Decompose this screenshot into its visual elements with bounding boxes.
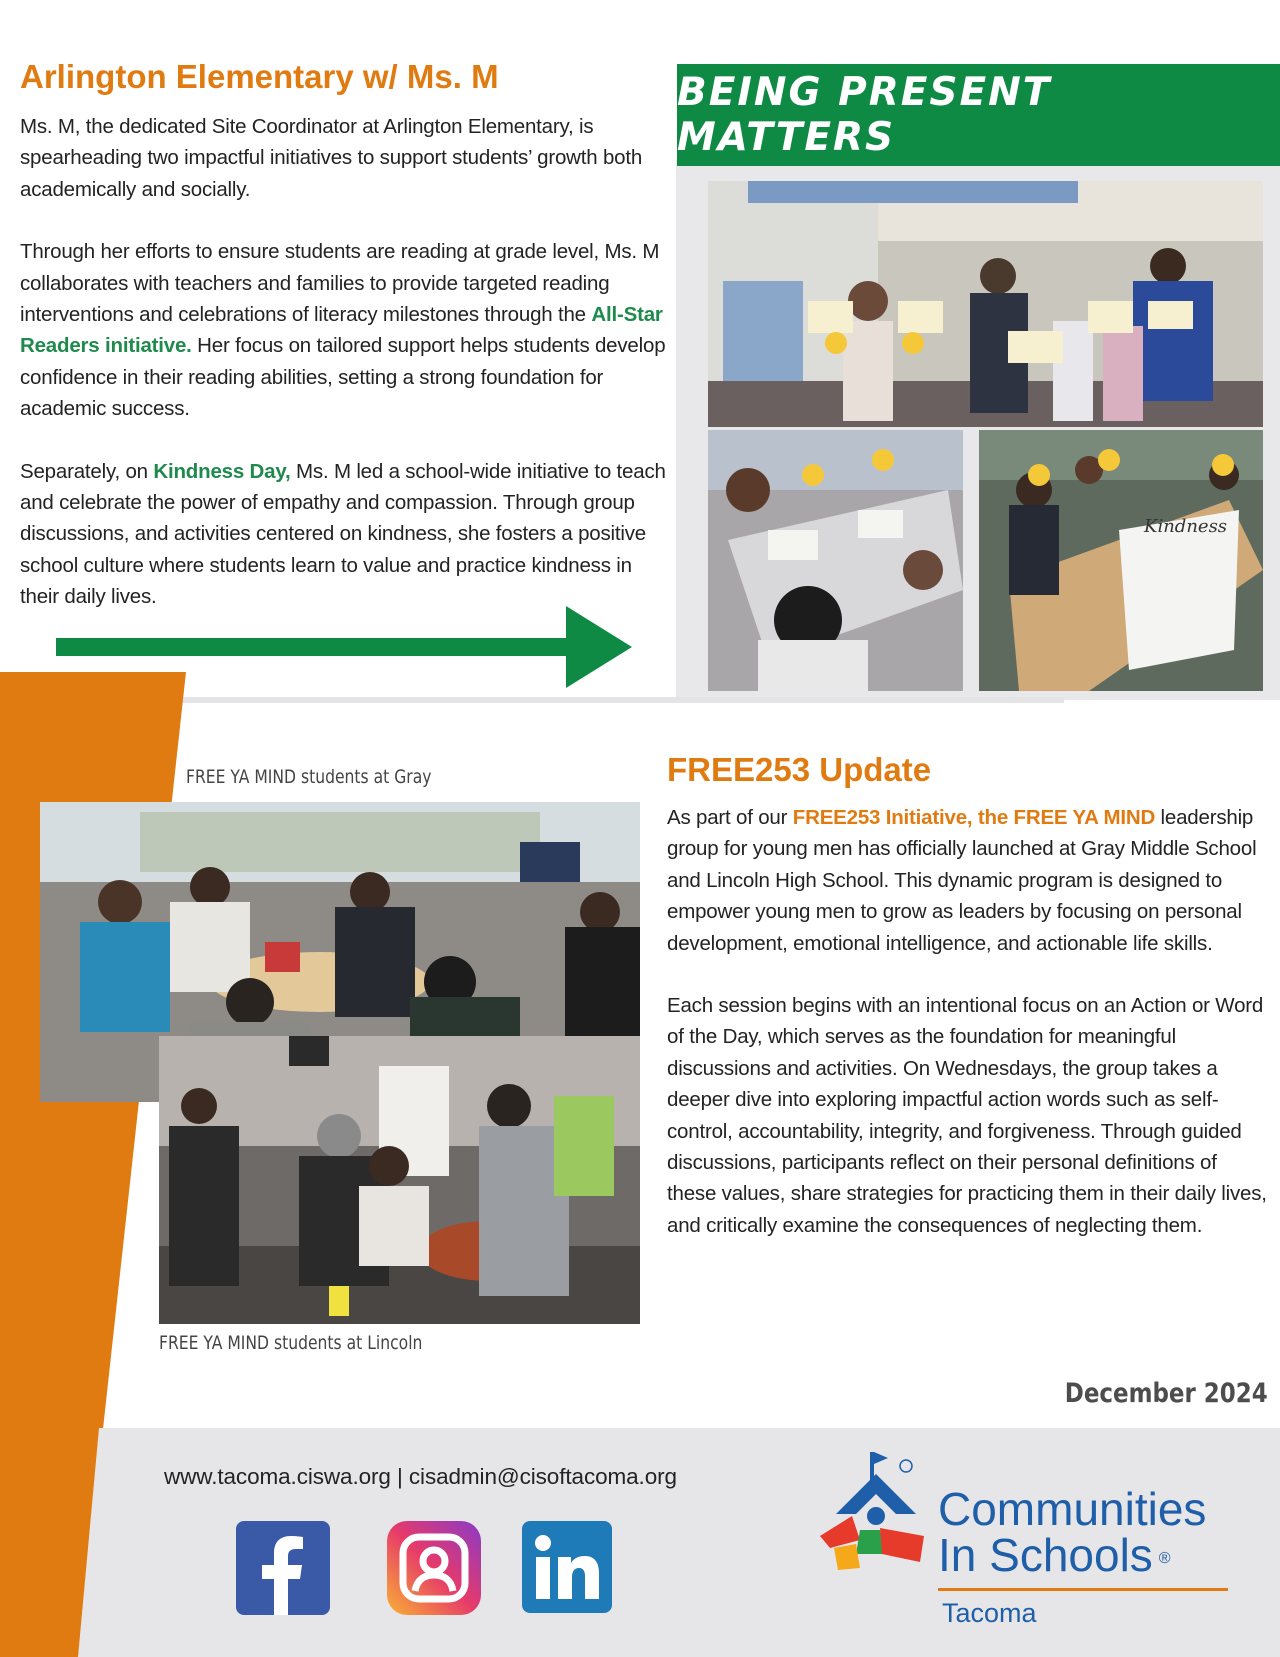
kindness-sign-text: Kindness [1144, 516, 1228, 537]
free253-paragraph-1 [667, 802, 1271, 959]
contact-separator: | [396, 1464, 403, 1489]
contact-line [164, 1464, 677, 1490]
communities-in-schools-logo-icon [816, 1444, 934, 1576]
photo-free-ya-mind-lincoln [159, 1036, 640, 1324]
website-link[interactable]: www.tacoma.ciswa.org [164, 1464, 391, 1489]
logo-underline [938, 1588, 1228, 1591]
orange-accent-strip-footer [0, 1428, 120, 1657]
arlington-p3-text-b: Ms. M led a school-wide initiative to teach and celebrate the power of empathy and compassion. Through group discussions, and activities centered on kindness, she fosters a positive school culture where students learn to value and practice kindness in their daily lives. [20, 459, 666, 609]
photo-students-drawing [708, 430, 963, 691]
arlington-paragraph-1: Ms. M, the dedicated Site Coordinator at Arlington Elementary, is spearheading two impactful initiatives to support students’ growth both academically and socially. [20, 115, 643, 201]
logo-city: Tacoma [942, 1598, 1037, 1628]
free253-p1-text-a: As part of our [667, 806, 793, 829]
arrow-right-icon [56, 606, 632, 688]
free253-initiative-highlight: FREE253 Initiative, the FREE YA MIND [792, 806, 1156, 829]
newsletter-date: December 2024 [1065, 1378, 1268, 1409]
facebook-icon[interactable] [236, 1521, 330, 1615]
instagram-icon[interactable] [387, 1521, 481, 1615]
logo-in-schools: In Schools [938, 1529, 1153, 1581]
free253-body [667, 802, 1271, 1272]
arlington-paragraph-2 [20, 236, 668, 424]
all-star-readers-highlight: All-Star Readers initiative. [20, 303, 663, 358]
caption-gray: FREE YA MIND students at Gray [186, 766, 432, 788]
section-divider [180, 697, 1064, 703]
arlington-p3-text-a: Separately, on [20, 459, 154, 483]
caption-lincoln: FREE YA MIND students at Lincoln [159, 1332, 423, 1354]
arlington-body [20, 111, 668, 644]
photo-award-group [708, 181, 1263, 427]
free253-heading: FREE253 Update [667, 751, 932, 788]
being-present-matters-banner: BEING PRESENT MATTERS [677, 64, 1280, 166]
email-link[interactable]: cisadmin@cisoftacoma.org [408, 1464, 677, 1489]
photo-kindness-table [979, 430, 1263, 691]
arlington-p2-text-b: Her focus on tailored support helps students develop confidence in their reading abilities, setting a strong foundation for academic success. [20, 334, 666, 421]
logo-registered-mark: ® [1158, 1549, 1171, 1567]
kindness-day-highlight: Kindness Day, [153, 459, 291, 483]
logo-line-1: Communities [938, 1483, 1207, 1535]
arlington-paragraph-3 [20, 456, 668, 613]
arlington-p2-text-a: Through her efforts to ensure students are reading at grade level, Ms. M collaborates with teachers and families to provide targeted reading interventions and celebrations of literacy milestones through the [20, 240, 660, 327]
free253-p1-text-b: leadership group for young men has officially launched at Gray Middle School and Lincoln High School. This dynamic program is designed to empower young men to grow as leaders by focusing on personal development, emotional intelligence, and actionable life skills. [667, 806, 1257, 955]
logo-line-2 [938, 1529, 1171, 1581]
free253-paragraph-2: Each session begins with an intentional focus on an Action or Word of the Day, which serves as the foundation for meaningful discussions and activities. On Wednesdays, the group takes a deeper dive into exploring impactful action words such as self-control, accountability, integrity, and forgiveness. Through guided discussions, participants reflect on their personal definitions of these values, share strategies for practicing them in their daily lives, and critically examine the consequences of neglecting them. [667, 994, 1267, 1237]
linkedin-icon[interactable] [522, 1521, 612, 1613]
arlington-heading: Arlington Elementary w/ Ms. M [20, 58, 499, 95]
